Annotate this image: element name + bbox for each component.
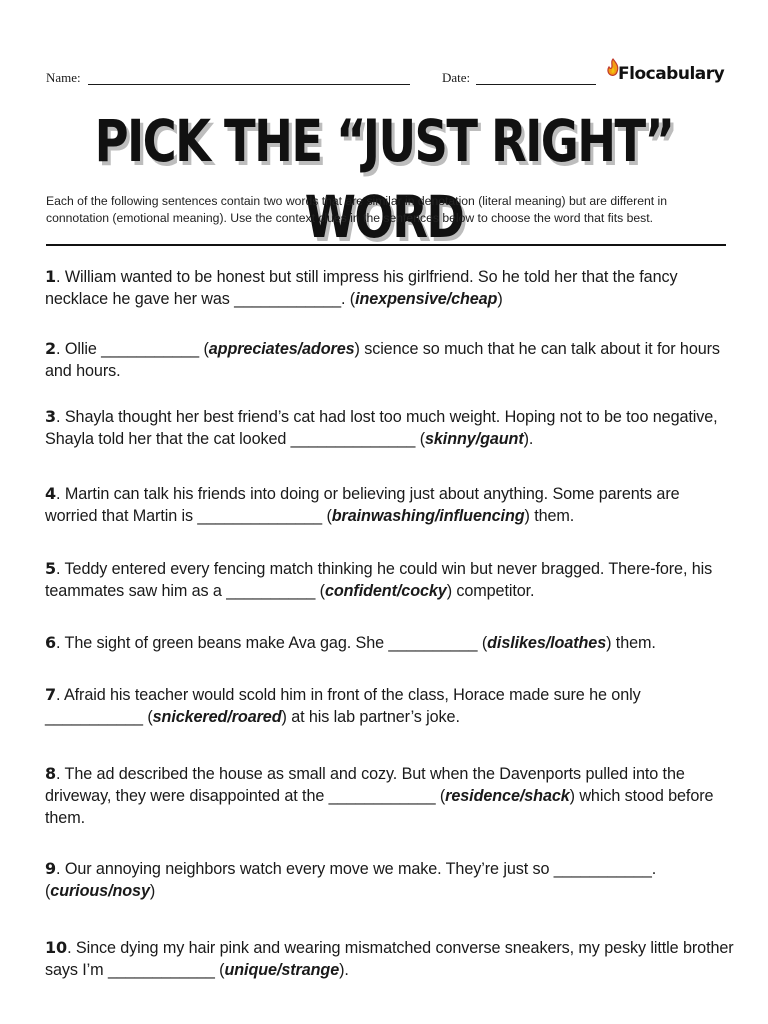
question-4 (45, 483, 735, 527)
question-text: . Since dying my hair pink and wearing mismatched converse sneakers, my pesky little brother says I’m ____________ ( (45, 939, 734, 979)
question-3 (45, 406, 735, 450)
question-text-end: ) them. (524, 507, 575, 525)
name-field-line (88, 84, 410, 85)
question-text-end: ). (523, 430, 534, 448)
word-choices: inexpensive/cheap (355, 290, 498, 308)
question-text: . The sight of green beans make Ava gag. She __________ ( (56, 634, 488, 652)
question-text: . Our annoying neighbors watch every move we make. They’re just so ___________. ( (45, 860, 657, 900)
question-number: 7 (45, 685, 57, 704)
question-2 (45, 338, 735, 382)
question-text-end: ) (149, 882, 156, 900)
word-choices: unique/strange (224, 961, 340, 979)
question-text: . William wanted to be honest but still impress his girlfriend. So he told her that the fancy necklace he gave her was ____________. ( (45, 268, 678, 308)
word-choices: snickered/roared (152, 708, 282, 726)
question-6 (45, 632, 735, 654)
question-number: 5 (45, 559, 57, 578)
word-choices: confident/cocky (324, 582, 447, 600)
question-text-end: ) (497, 290, 503, 308)
question-5 (45, 558, 735, 602)
question-8 (45, 763, 735, 829)
question-text: . Teddy entered every fencing match thinking he could win but never bragged. There-fore, his teammates saw him as a __________ ( (45, 560, 713, 600)
word-choices: skinny/gaunt (425, 430, 524, 448)
question-number: 9 (45, 859, 57, 878)
page-title: PICK THE “JUST RIGHT” WORD (94, 107, 674, 251)
question-text: . Afraid his teacher would scold him in front of the class, Horace made sure he only ___________ ( (45, 686, 641, 726)
question-number: 3 (45, 407, 57, 426)
question-9 (45, 858, 735, 902)
question-text-end: ). (339, 961, 349, 979)
question-number: 6 (45, 633, 57, 652)
question-number: 10 (45, 938, 68, 957)
question-text-end: ) science so much that he can talk about it for hours and hours. (45, 340, 720, 380)
name-label: Name: (46, 70, 81, 85)
word-choices: dislikes/loathes (487, 634, 607, 652)
word-choices: residence/shack (445, 787, 570, 805)
date-field-line (476, 84, 596, 85)
question-text-end: ) competitor. (446, 582, 535, 600)
question-text-end: ) at his lab partner’s joke. (281, 708, 460, 726)
question-7 (45, 684, 735, 728)
logo-text: Flocabulary (618, 64, 725, 84)
question-number: 4 (45, 484, 57, 503)
instructions: Each of the following sentences contain two words that are similar in denotation (literal meaning) but are different in connotation (emotional meaning). Use the context clues in the sentences below to choose the word that fits best. (46, 194, 668, 225)
question-number: 8 (45, 764, 57, 783)
question-text-end: ) which stood before them. (45, 787, 714, 827)
word-choices: curious/nosy (50, 882, 150, 900)
question-text: . Ollie ___________ ( (56, 340, 209, 358)
word-choices: brainwashing/influencing (331, 507, 525, 525)
question-1 (45, 266, 735, 310)
question-number: 1 (45, 267, 57, 286)
question-number: 2 (45, 339, 57, 358)
divider (46, 244, 726, 246)
worksheet-header (46, 62, 726, 90)
question-text-end: ) them. (606, 634, 656, 652)
flocabulary-logo (604, 62, 726, 88)
question-10 (45, 937, 735, 981)
date-label: Date: (442, 70, 471, 85)
question-text: . The ad described the house as small and cozy. But when the Davenports pulled into the driveway, they were disappointed at the ____________ ( (45, 765, 685, 805)
question-text: . Shayla thought her best friend’s cat had lost too much weight. Hoping not to be too negative, Shayla told her that the cat looked ______________ ( (45, 408, 718, 448)
word-choices: appreciates/adores (208, 340, 355, 358)
question-text: . Martin can talk his friends into doing or believing just about anything. Some parents are worried that Martin is ______________ ( (45, 485, 680, 525)
